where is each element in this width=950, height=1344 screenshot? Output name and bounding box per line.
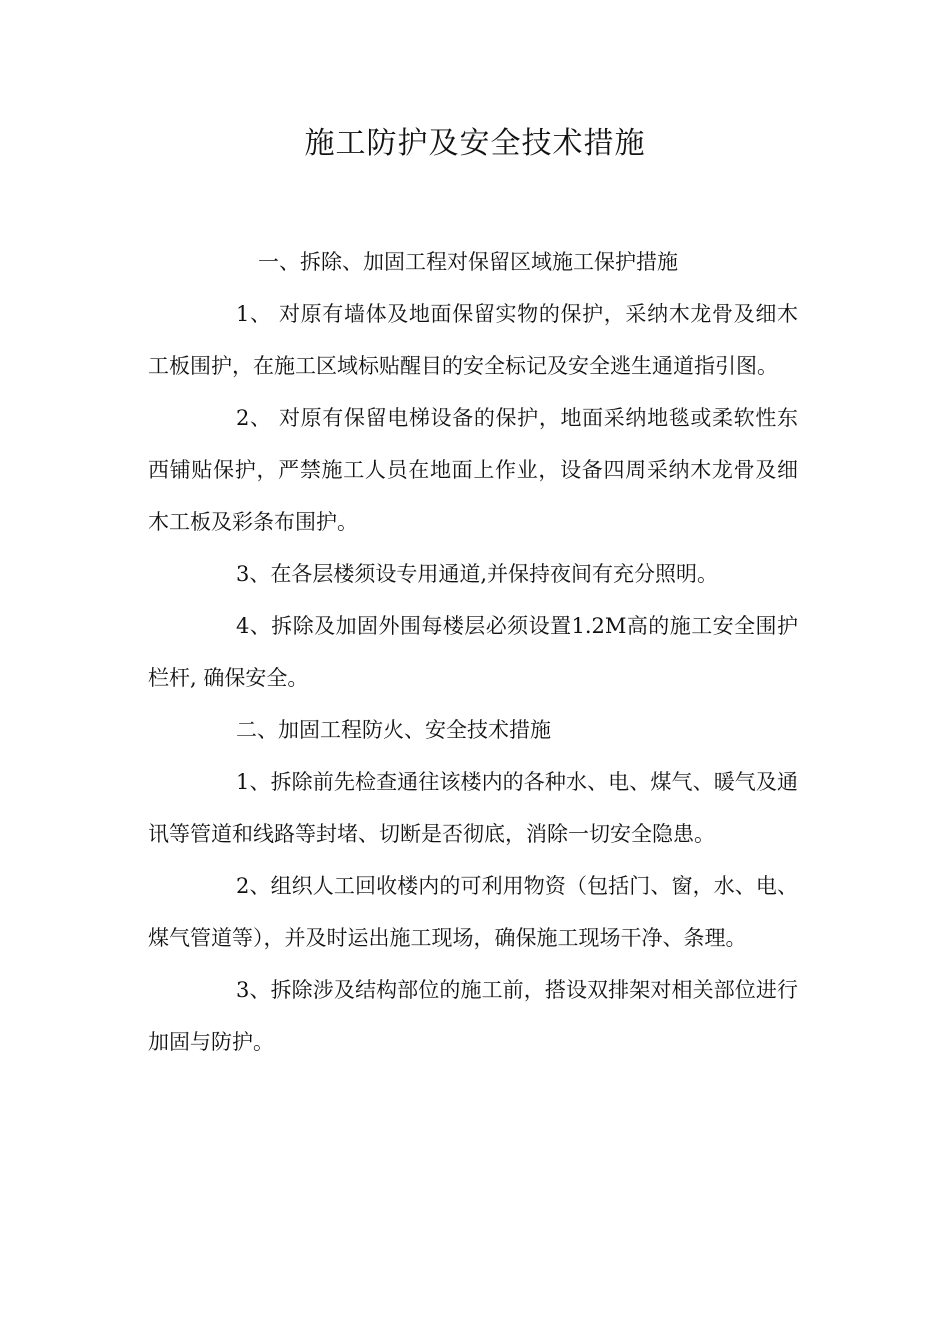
paragraph: 2、组织人工回收楼内的可利用物资（包括门、窗，水、电、煤气管道等），并及时运出施工现场，确保施工现场干净、条理。 [148,874,798,950]
document-title: 施工防护及安全技术措施 [304,126,646,161]
paragraph: 3、在各层楼须设专用通道,并保持夜间有充分照明。 [236,562,719,586]
paragraph: 4、拆除及加固外围每楼层必须设置1.2M高的施工安全围护栏杆, 确保安全。 [148,614,798,690]
paragraph: 1、拆除前先检查通往该楼内的各种水、电、煤气、暖气及通讯等管道和线路等封堵、切断是否彻底，消除一切安全隐患。 [148,770,798,846]
paragraph: 2、 对原有保留电梯设备的保护，地面采纳地毯或柔软性东西铺贴保护，严禁施工人员在地面上作业，设备四周采纳木龙骨及细木工板及彩条布围护。 [148,406,798,534]
paragraph: 3、拆除涉及结构部位的施工前，搭设双排架对相关部位进行加固与防护。 [148,978,798,1054]
paragraph: 1、 对原有墙体及地面保留实物的保护，采纳木龙骨及细木工板围护，在施工区域标贴醒目的安全标记及安全逃生通道指引图。 [148,302,798,378]
document-body [148,236,798,1068]
section-heading: 二、加固工程防火、安全技术措施 [236,718,551,742]
section-heading: 一、拆除、加固工程对保留区域施工保护措施 [258,250,678,274]
